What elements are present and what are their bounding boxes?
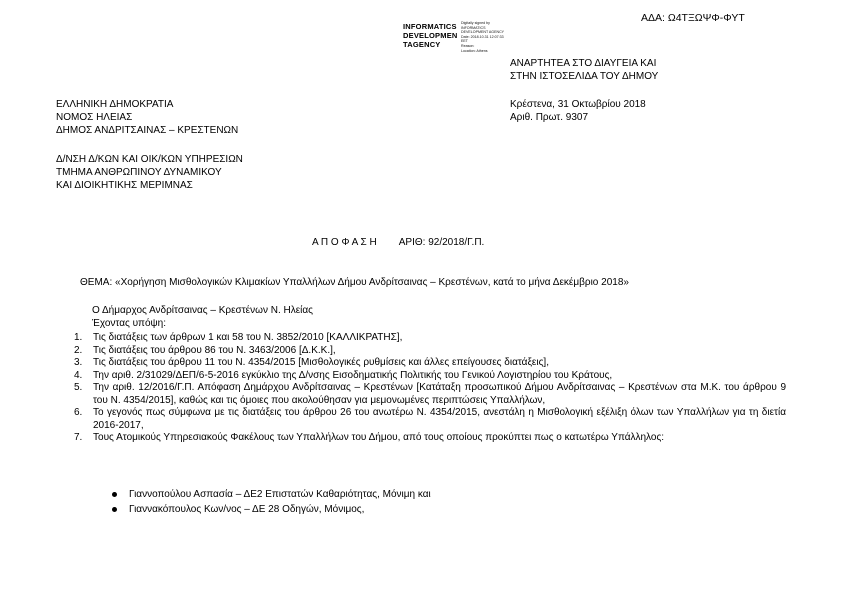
list-item-text: Τις διατάξεις του άρθρου 11 του Ν. 4354/2015 [Μισθολογικές ρυθμίσεις και άλλες επείγουσες διατάξεις], <box>93 357 549 368</box>
stamp-line: DEVELOPMEN <box>403 31 458 40</box>
list-item-number: 7. <box>74 432 83 443</box>
subject-line: ΘΕΜΑ: «Χορήγηση Μισθολογικών Κλιμακίων Υπαλλήλων Δήμου Ανδρίτσαινας – Κρεστένων, κατά το μήνα Δεκέμβριο 2018» <box>80 277 629 288</box>
list-item-number: 4. <box>74 369 83 381</box>
mayor-line: Ο Δήμαρχος Ανδρίτσαινας – Κρεστένων Ν. Ηλείας <box>92 305 313 316</box>
stamp-fine-print <box>461 21 504 53</box>
authority-line: ΔΗΜΟΣ ΑΝΔΡΙΤΣΑΙΝΑΣ – ΚΡΕΣΤΕΝΩΝ <box>56 125 239 136</box>
list-item <box>74 357 786 370</box>
publication-note-line: ΣΤΗΝ ΙΣΤΟΣΕΛΙΔΑ ΤΟΥ ΔΗΜΟΥ <box>510 71 659 82</box>
list-item <box>74 370 786 383</box>
mayor-block <box>92 305 313 330</box>
list-item-text: Τις διατάξεις του άρθρου 86 του Ν. 3463/2006 [Δ.Κ.Κ.], <box>93 344 336 356</box>
authority-line: ΕΛΛΗΝΙΚΗ ΔΗΜΟΚΡΑΤΙΑ <box>56 99 174 110</box>
decision-word: Α Π Ο Φ Α Σ Η <box>312 237 377 248</box>
publication-note-line: ΑΝΑΡΤΗΤΕΑ ΣΤΟ ΔΙΑΥΓΕΙΑ ΚΑΙ <box>510 58 657 69</box>
ada-code: ΑΔΑ: Ω4ΤΞΩΨΦ-ΦΥΤ <box>641 12 745 24</box>
employee-text: Γιαννοπούλου Ασπασία – ΔΕ2 Επιστατών Καθαριότητας, Μόνιμη και <box>129 489 431 500</box>
publication-note <box>510 57 658 83</box>
issuing-authority <box>56 98 238 137</box>
list-item-number: 5. <box>74 382 83 393</box>
department-line: ΤΜΗΜΑ ΑΝΘΡΩΠΙΝΟΥ ΔΥΝΑΜΙΚΟΥ <box>56 167 222 178</box>
bullet-icon <box>112 507 117 512</box>
employee-item <box>112 502 431 517</box>
list-item <box>74 407 786 432</box>
list-item-text: Τους Ατομικούς Υπηρεσιακούς Φακέλους των Υπαλλήλων του Δήμου, από τους οποίους προκύπτει πως ο κατωτέρω Υπάλληλος: <box>93 432 665 443</box>
stamp-fine-line: EET <box>461 39 468 44</box>
department-line: ΚΑΙ ΔΙΟΙΚΗΤΙΚΗΣ ΜΕΡΙΜΝΑΣ <box>56 180 193 191</box>
list-item-number: 6. <box>74 407 83 418</box>
stamp-fine-line: Date: 2018.10.31 12:07:33 <box>461 34 504 39</box>
stamp-fine-line: DEVELOPMENT AGENCY <box>461 30 505 35</box>
protocol-number: Αριθ. Πρωτ. 9307 <box>510 112 589 123</box>
list-item <box>74 345 786 358</box>
digital-signature-stamp <box>403 22 458 49</box>
list-item-number: 2. <box>74 344 83 356</box>
considerations-list <box>74 332 786 445</box>
authority-line: ΝΟΜΟΣ ΗΛΕΙΑΣ <box>56 112 133 123</box>
decision-number: ΑΡΙΘ: 92/2018/Γ.Π. <box>398 237 485 248</box>
stamp-fine-line: Reason: <box>461 43 475 48</box>
list-item-number: 1. <box>74 332 83 343</box>
bullet-icon <box>112 492 117 497</box>
employee-item <box>112 487 431 502</box>
place-and-protocol <box>510 98 646 124</box>
list-item-text: Την αριθ. 2/31029/ΔΕΠ/6-5-2016 εγκύκλιο της Δ/νσης Εισοδηματικής Πολιτικής του Γενικού Λογιστηρίου του Κράτους, <box>93 369 613 381</box>
employee-list <box>112 487 431 517</box>
stamp-fine-line: Location: Athens <box>461 48 488 53</box>
considering-label: Έχοντας υπόψη: <box>92 317 166 329</box>
department <box>56 153 243 192</box>
stamp-line: TAGENCY <box>403 40 441 49</box>
place-date: Κρέστενα, 31 Οκτωβρίου 2018 <box>510 99 646 110</box>
list-item-text: Το γεγονός πως σύμφωνα με τις διατάξεις του άρθρου 26 του ανωτέρω Ν. 4354/2015, ανεστάλη η Μισθολογική εξέλιξη όλων των Υπαλλήλων για τη διετία 2016-2017, <box>93 407 786 431</box>
list-item-number: 3. <box>74 357 83 368</box>
stamp-line: INFORMATICS <box>403 22 457 31</box>
list-item-text: Τις διατάξεις των άρθρων 1 και 58 του Ν. 3852/2010 [ΚΑΛΛΙΚΡΑΤΗΣ], <box>93 332 403 343</box>
employee-text: Γιαννακόπουλος Κων/νος – ΔΕ 28 Οδηγών, Μόνιμος, <box>129 504 365 515</box>
stamp-fine-line: INFORMATICS <box>461 25 486 30</box>
decision-heading <box>312 237 484 249</box>
stamp-fine-line: Digitally signed by <box>461 21 490 25</box>
list-item <box>74 382 786 407</box>
list-item <box>74 432 786 445</box>
department-line: Δ/ΝΣΗ Δ/ΚΩΝ ΚΑΙ ΟΙΚ/ΚΩΝ ΥΠΗΡΕΣΙΩΝ <box>56 154 243 165</box>
list-item-text: Την αριθ. 12/2016/Γ.Π. Απόφαση Δημάρχου Ανδρίτσαινας – Κρεστένων [Κατάταξη προσωπικού Δήμου Ανδρίτσαινας – Κρεστένων στα Μ.Κ. του άρθρου 9 του Ν. 4354/2015], καθώς και τις όμοιες που ακολούθησαν για μεμονωμένες περιπτώσεις Υπαλλήλων, <box>93 382 786 406</box>
list-item <box>74 332 786 345</box>
